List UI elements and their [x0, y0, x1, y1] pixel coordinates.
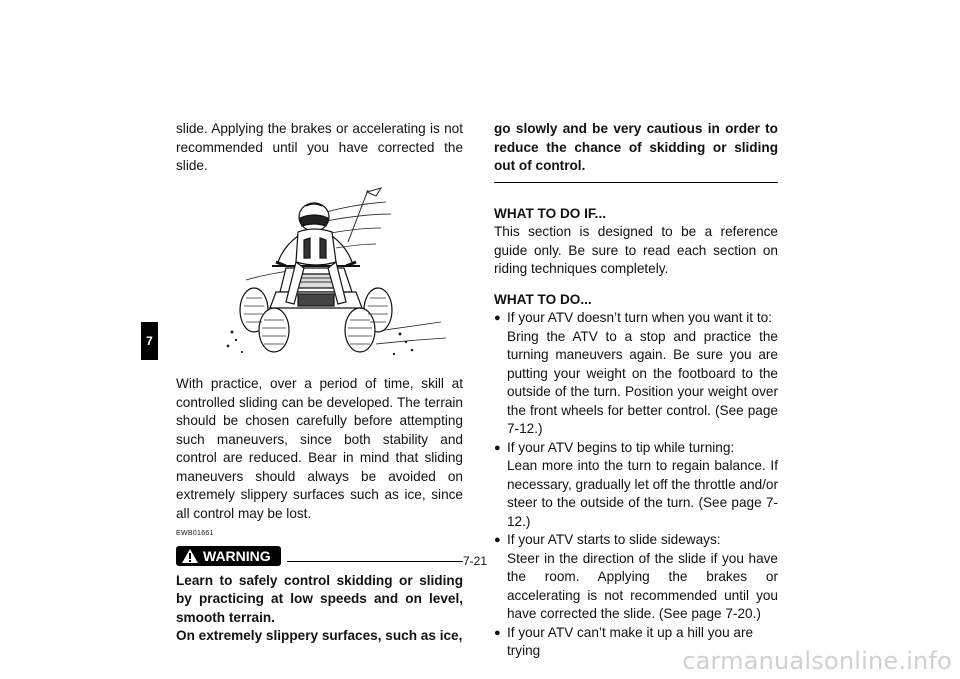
- list-item-title: If your ATV starts to slide sideways:: [507, 532, 721, 547]
- warning-rule: [287, 561, 463, 562]
- list-item-title: If your ATV can’t make it up a hill you are trying: [507, 624, 754, 658]
- list-item: [494, 309, 778, 439]
- watermark: carmanualsonline.info: [682, 647, 952, 675]
- bullet-icon: ●: [494, 441, 501, 454]
- intro-paragraph: slide. Applying the brakes or accelerating is not recommended until you have corrected the slide.: [176, 121, 463, 173]
- warning-badge: [176, 546, 281, 566]
- bullet-icon: ●: [494, 534, 501, 546]
- right-column: [494, 120, 778, 661]
- page-number: 7-21: [463, 554, 488, 568]
- section-heading-what-to-do-if: WHAT TO DO IF...: [494, 205, 607, 221]
- chapter-tab: 7: [141, 322, 158, 360]
- section-intro: This section is designed to be a reference guide only. Be sure to read each section on riding techniques completely.: [494, 224, 778, 276]
- section-heading-what-to-do: WHAT TO DO...: [494, 291, 592, 307]
- list-item-text: Bring the ATV to a stop and practice the turning maneuvers again. Be sure you are putting your weight on the footboard to the outside of the turn. Position your weight over the front wheels for better control. (See page 7-12.): [507, 328, 778, 436]
- warning-triangle-icon: [182, 549, 198, 563]
- atv-rider-sliding-illustration: [176, 182, 463, 362]
- list-item: [494, 531, 778, 624]
- warning-label: WARNING: [203, 547, 271, 564]
- list-item-title: If your ATV begins to tip while turning:: [507, 439, 735, 455]
- bullet-icon: ●: [494, 312, 501, 324]
- left-column: [176, 120, 463, 646]
- list-item-text: Steer in the direction of the slide if you have the room. Applying the brakes or accelerating is not recommended until you have corrected the slide. (See page 7-20.): [507, 550, 778, 621]
- warning-text-continued: On extremely slippery surfaces, such as ice,: [176, 628, 463, 643]
- warning-continuation: go slowly and be very cautious in order to reduce the chance of skidding or sliding out of control.: [494, 121, 778, 173]
- bullet-icon: ●: [494, 626, 501, 639]
- warning-text: Learn to safely control skidding or sliding by practicing at low speeds and on level, smooth terrain.: [176, 572, 463, 625]
- list-item-text: Lean more into the turn to regain balance. If necessary, gradually let off the throttle and/or steer to the outside of the turn. (See page 7-12.): [507, 458, 778, 529]
- warning-end-rule: [494, 182, 778, 183]
- warning-header: [176, 546, 463, 566]
- practice-paragraph: With practice, over a period of time, skill at controlled sliding can be developed. The terrain should be chosen carefully before attempting such maneuvers, since both stability and control are reduced. Bear in mind that sliding maneuvers should always be avoided on extremely slippery surfaces such as ice, since all control may be lost.: [176, 376, 463, 521]
- list-item-title: If your ATV doesn’t turn when you want it to:: [507, 310, 772, 325]
- warning-code: EWB01661: [176, 530, 214, 537]
- list-item: [494, 439, 778, 532]
